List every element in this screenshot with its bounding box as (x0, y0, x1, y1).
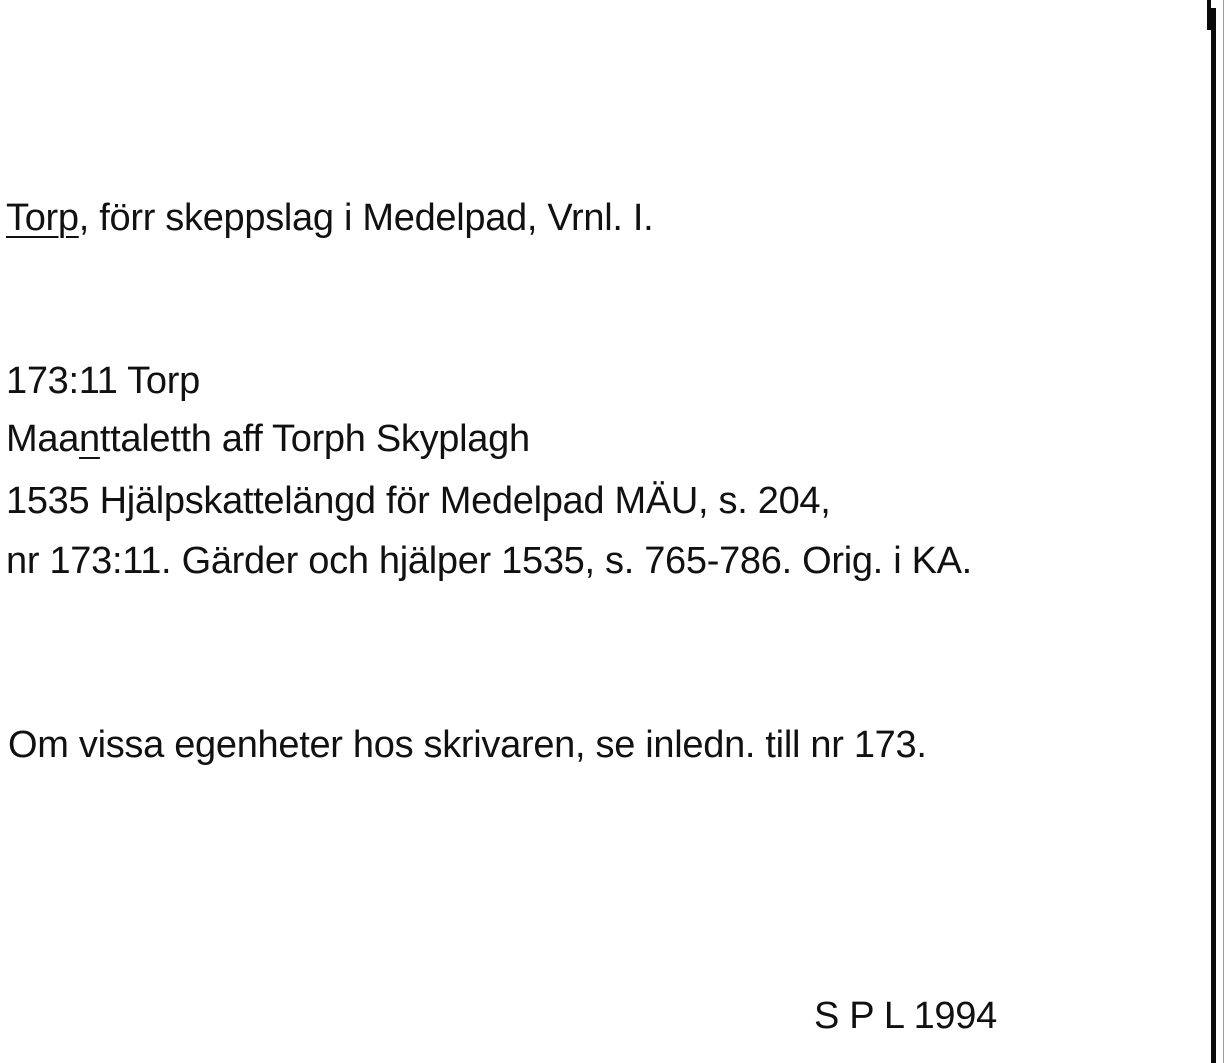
heading-term: Torp (6, 197, 79, 239)
source-line-1: 173:11 Torp (6, 360, 200, 402)
source-line-3: 1535 Hjälpskattelängd för Medelpad MÄU, s. 204, (6, 480, 831, 522)
source-line-4: nr 173:11. Gärder och hjälper 1535, s. 765-786. Orig. i KA. (6, 540, 972, 582)
note-line: Om vissa egenheter hos skrivaren, se inledn. till nr 173. (8, 724, 927, 766)
heading-description: , förr skeppslag i Medelpad, Vrnl. I. (78, 197, 654, 239)
source-line-2-pre: Maa (6, 418, 80, 460)
source-line-2-post: ttaletth aff Torph Skyplagh (99, 418, 530, 460)
card-right-border (1211, 8, 1216, 1063)
heading-line (6, 195, 653, 241)
signature: S P L 1994 (814, 995, 997, 1037)
source-line-2-underlined: n (79, 418, 100, 460)
card-outer-edge (1223, 0, 1224, 1063)
source-line-2 (6, 416, 530, 462)
